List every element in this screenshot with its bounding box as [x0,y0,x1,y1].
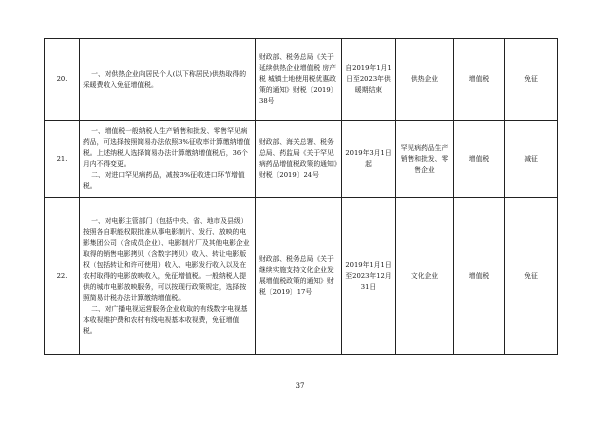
applicable-subject: 罕见病药品生产销售和批发、零售企业 [396,121,454,198]
applicable-subject: 文化企业 [396,198,454,355]
relief-type: 免征 [505,39,558,121]
table-row [45,198,558,355]
relief-type: 免征 [505,198,558,355]
tax-type: 增值税 [454,198,505,355]
tax-type: 增值税 [454,121,505,198]
content-paragraph: 二、对进口罕见病药品，减按3%征收进口环节增值税。 [83,171,245,190]
content-paragraph: 一、对电影主管部门（包括中央、省、地市及县级）按照各自职能权限批准从事电影制片、发行、放映的电影集团公司（含成员企业）、电影制片厂及其他电影企业取得的销售电影拷贝（含数字拷贝）收入、转让电影版权（包括转让和许可使用）收入、电影发行收入以及在农村取得的电影放映收入，免征增值税。一般纳税人提供的城市电影放映服务，可以按现行政策规定，选择按照简易计税办法计算缴纳增值税。 [83,216,250,302]
policy-period: 2019年1月1日至2023年12月31日 [342,198,396,355]
policy-basis: 财政部、海关总署、税务总局、药监局《关于罕见病药品增值税政策的通知》财税〔2019〕24号 [256,121,342,198]
relief-type: 减征 [505,121,558,198]
content-paragraph: 一、对供热企业向居民个人(以下称居民)供热取得的采暖费收入免征增值税。 [83,69,246,89]
policy-content [80,39,256,121]
policy-content [80,121,256,198]
row-number: 20. [45,39,80,121]
table-row [45,121,558,198]
page-number: 37 [295,382,305,390]
policy-basis: 财政部、税务总局《关于延续供热企业增值税 房产税 城镇土地使用税优惠政策的通知》财税〔2019〕38号 [256,39,342,121]
content-paragraph: 一、增值税一般纳税人生产销售和批发、零售罕见病药品，可选择按照简易办法依照3%征收率计算缴纳增值税。上述纳税人选择简易办法计算缴纳增值税后，36个月内不得变更。 [83,127,251,168]
row-number: 21. [45,121,80,198]
policy-table [44,38,558,355]
policy-content [80,198,256,355]
policy-basis: 财政部、税务总局《关于继续实施支持文化企业发展增值税政策的通知》财税〔2019〕17号 [256,198,342,355]
applicable-subject: 供热企业 [396,39,454,121]
row-number: 22. [45,198,80,355]
tax-type: 增值税 [454,39,505,121]
policy-period: 自2019年1月1日至2023年供暖期结束 [342,39,396,121]
table-row [45,39,558,121]
content-paragraph: 二、对广播电视运营服务企业收取的有线数字电视基本收视维护费和农村有线电视基本收视费，免征增值税。 [83,304,248,335]
policy-period: 2019年3月1日起 [342,121,396,198]
